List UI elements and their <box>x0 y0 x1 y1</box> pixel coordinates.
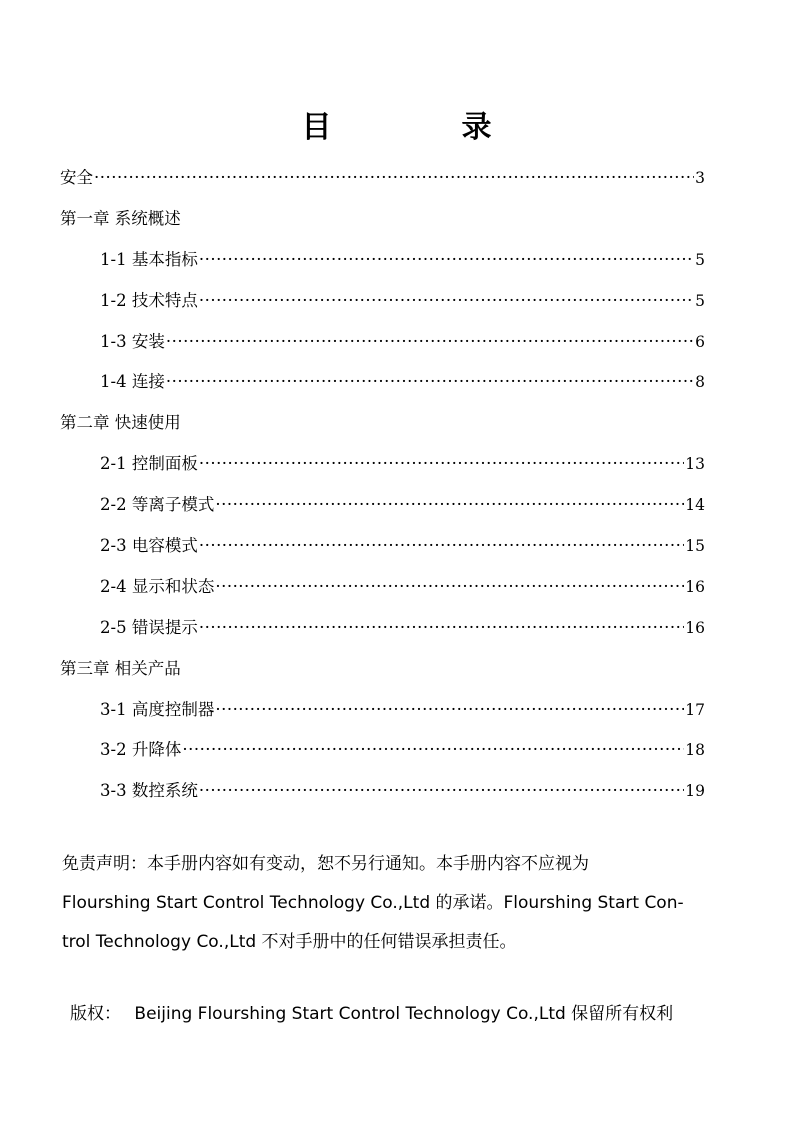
toc-entry-1-3[interactable] <box>60 322 705 363</box>
toc-page-number: 8 <box>695 373 705 392</box>
copyright-notice <box>70 997 750 1031</box>
toc-page-number: 18 <box>685 741 705 760</box>
toc-page-number: 13 <box>685 455 705 474</box>
toc-chapter-label: 第三章 相关产品 <box>60 658 181 678</box>
toc-page-number: 6 <box>695 332 705 351</box>
toc-entry-2-1[interactable] <box>60 444 705 485</box>
toc-entry-2-4[interactable] <box>60 567 705 608</box>
disclaimer-line: 免责声明：本手册内容如有变动，恕不另行通知。本手册内容不应视为 <box>62 854 589 874</box>
toc-chapter-label: 第一章 系统概述 <box>60 208 181 228</box>
toc-dot-leader <box>199 444 684 485</box>
toc-dot-leader <box>199 771 684 812</box>
toc-dot-leader <box>166 362 694 403</box>
toc-chapter-label: 第二章 快速使用 <box>60 413 181 433</box>
toc-entry-1-4[interactable] <box>60 362 705 403</box>
toc-dot-leader <box>199 240 694 281</box>
toc-label: 安全 <box>60 168 93 187</box>
toc-dot-leader <box>199 281 694 322</box>
disclaimer-line: Flourshing Start Control Technology Co.,Ltd 的承诺。Flourshing Start Con- <box>62 893 684 913</box>
toc-label: 2-3 电容模式 <box>100 536 198 556</box>
toc-page-number: 19 <box>685 782 705 801</box>
toc-page-number: 16 <box>685 577 705 596</box>
toc-dot-leader <box>215 485 684 526</box>
copyright-text: Beijing Flourshing Start Control Technology Co.,Ltd 保留所有权利 <box>134 1004 674 1024</box>
toc-page-number: 5 <box>695 291 705 310</box>
toc-entry-2-5[interactable] <box>60 608 705 649</box>
toc-dot-leader <box>215 690 684 731</box>
toc-chapter-2[interactable] <box>60 403 705 444</box>
toc-label: 1-2 技术特点 <box>100 290 198 310</box>
toc-entry-1-1[interactable] <box>60 240 705 281</box>
toc-entry-3-3[interactable] <box>60 771 705 812</box>
toc-dot-leader <box>215 567 684 608</box>
toc-label: 2-5 错误提示 <box>100 617 198 637</box>
toc-dot-leader <box>199 608 684 649</box>
toc-page-number: 17 <box>685 700 705 719</box>
toc-label: 3-3 数控系统 <box>100 781 198 801</box>
table-of-contents <box>60 158 705 812</box>
toc-dot-leader <box>94 158 694 199</box>
toc-page-number: 16 <box>685 618 705 637</box>
toc-entry-3-2[interactable] <box>60 730 705 771</box>
document-title: 目 录 <box>301 110 542 145</box>
toc-page-number: 15 <box>685 537 705 556</box>
toc-chapter-1[interactable] <box>60 199 705 240</box>
copyright-label: 版权： <box>70 1004 121 1024</box>
toc-entry-1-2[interactable] <box>60 281 705 322</box>
toc-entry-3-1[interactable] <box>60 690 705 731</box>
toc-label: 1-1 基本指标 <box>100 249 198 269</box>
toc-entry-safety[interactable] <box>60 158 705 199</box>
toc-label: 1-3 安装 <box>100 331 165 351</box>
toc-label: 1-4 连接 <box>100 372 165 392</box>
toc-page-number: 3 <box>695 169 705 187</box>
disclaimer-line: trol Technology Co.,Ltd 不对手册中的任何错误承担责任。 <box>62 932 517 952</box>
toc-dot-leader <box>182 730 684 771</box>
toc-page-number: 14 <box>685 496 705 515</box>
toc-dot-leader <box>199 526 684 567</box>
toc-chapter-3[interactable] <box>60 649 705 690</box>
toc-entry-2-3[interactable] <box>60 526 705 567</box>
toc-entry-2-2[interactable] <box>60 485 705 526</box>
toc-label: 2-2 等离子模式 <box>100 495 215 515</box>
toc-dot-leader <box>166 322 694 363</box>
toc-label: 3-2 升降体 <box>100 740 182 760</box>
disclaimer-paragraph <box>62 845 722 962</box>
toc-label: 2-1 控制面板 <box>100 454 198 474</box>
toc-page-number: 5 <box>695 250 705 269</box>
toc-label: 3-1 高度控制器 <box>100 699 215 719</box>
toc-label: 2-4 显示和状态 <box>100 576 215 596</box>
